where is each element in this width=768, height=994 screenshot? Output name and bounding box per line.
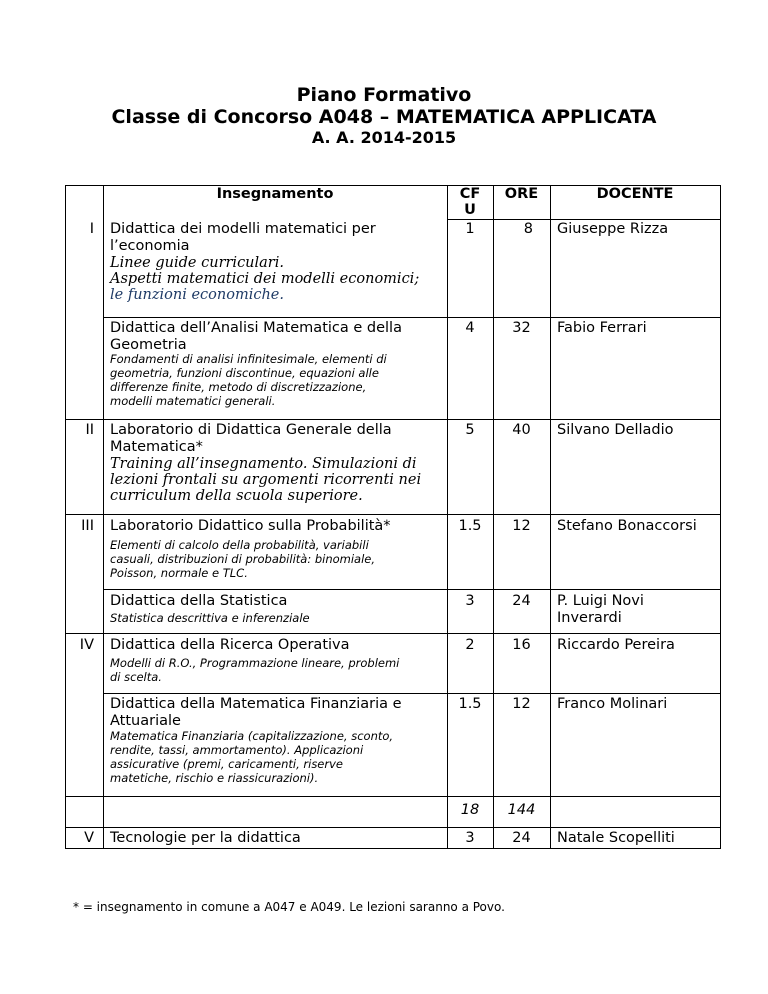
cfu-value: 3 xyxy=(465,830,475,846)
group-label: IV xyxy=(79,637,94,653)
footnote: * = insegnamento in comune a A047 e A049. Le lezioni saranno a Povo. xyxy=(73,900,505,914)
column-header-ore: ORE xyxy=(504,186,539,202)
docente-name: Giuseppe Rizza xyxy=(557,221,669,237)
total-cfu: 18 xyxy=(460,802,480,818)
course-name: l’economia xyxy=(110,238,190,254)
column-header-cfu-wrap: U xyxy=(464,202,476,218)
cfu-value: 4 xyxy=(465,320,475,336)
course-name: Matematica* xyxy=(110,439,203,455)
course-detail: Aspetti matematici dei modelli economici; xyxy=(110,271,420,287)
course-detail: casuali, distribuzioni di probabilità: binomiale, xyxy=(110,552,376,566)
row-line xyxy=(65,419,721,420)
table-border-right xyxy=(720,185,721,849)
row-line xyxy=(65,633,721,634)
ore-value: 12 xyxy=(512,518,531,534)
ore-value: 40 xyxy=(512,422,531,438)
cfu-value: 3 xyxy=(465,593,475,609)
course-detail: di scelta. xyxy=(110,670,162,684)
header-underline xyxy=(447,219,721,220)
course-detail: matetiche, rischio e riassicurazioni). xyxy=(110,771,319,785)
group-label: III xyxy=(81,518,94,534)
course-name: Laboratorio di Didattica Generale della xyxy=(110,422,392,438)
ore-value: 32 xyxy=(512,320,531,336)
course-name: Didattica della Matematica Finanziaria e xyxy=(110,696,402,712)
ore-value: 24 xyxy=(512,593,531,609)
academic-year: A. A. 2014-2015 xyxy=(311,128,457,147)
total-ore: 144 xyxy=(507,802,536,818)
course-detail: modelli matematici generali. xyxy=(110,394,276,408)
row-line xyxy=(103,589,721,590)
course-detail: assicurative (premi, caricamenti, riserve xyxy=(110,757,343,771)
docente-name-wrap: Inverardi xyxy=(557,610,622,626)
docente-name: Riccardo Pereira xyxy=(557,637,675,653)
row-line xyxy=(65,796,721,797)
cfu-value: 1.5 xyxy=(458,518,482,534)
row-line xyxy=(65,514,721,515)
group-label: V xyxy=(84,830,94,846)
group-label: I xyxy=(89,221,94,237)
column-header-docente: DOCENTE xyxy=(596,186,674,202)
docente-name: Natale Scopelliti xyxy=(557,830,675,846)
course-detail: Poisson, normale e TLC. xyxy=(110,566,248,580)
docente-name: Franco Molinari xyxy=(557,696,668,712)
table-divider-course xyxy=(447,185,448,849)
table-border-left xyxy=(65,185,66,849)
course-detail: geometria, funzioni discontinue, equazioni alle xyxy=(110,366,379,380)
course-name: Didattica della Ricerca Operativa xyxy=(110,637,350,653)
course-detail: lezioni frontali su argomenti ricorrenti nei xyxy=(110,472,422,488)
docente-name: Fabio Ferrari xyxy=(557,320,647,336)
ore-value: 16 xyxy=(512,637,531,653)
course-detail: rendite, tassi, ammortamento). Applicazioni xyxy=(110,743,364,757)
course-detail: Modelli di R.O., Programmazione lineare, problemi xyxy=(110,656,400,670)
docente-name: P. Luigi Novi xyxy=(557,593,644,609)
course-detail: Elementi di calcolo della probabilità, variabili xyxy=(110,538,369,552)
table-divider-ore xyxy=(550,185,551,849)
row-line xyxy=(103,317,721,318)
course-name: Tecnologie per la didattica xyxy=(110,830,301,846)
row-line xyxy=(103,693,721,694)
course-detail: Matematica Finanziaria (capitalizzazione, sconto, xyxy=(110,729,394,743)
column-header-insegnamento: Insegnamento xyxy=(216,186,334,202)
ore-value: 8 xyxy=(523,221,533,237)
course-name: Geometria xyxy=(110,337,187,353)
table-divider-group xyxy=(103,185,104,849)
course-name: Attuariale xyxy=(110,713,181,729)
group-label: II xyxy=(85,422,94,438)
page-title: Piano Formativo xyxy=(296,84,472,106)
course-detail: Linee guide curriculari. xyxy=(110,255,284,271)
course-detail: le funzioni economiche. xyxy=(110,287,284,303)
ore-value: 24 xyxy=(512,830,531,846)
course-detail: Statistica descrittiva e inferenziale xyxy=(110,611,310,625)
cfu-value: 1 xyxy=(465,221,475,237)
row-line xyxy=(65,827,721,828)
page-subtitle: Classe di Concorso A048 – MATEMATICA APPLICATA xyxy=(111,106,657,128)
docente-name: Silvano Delladio xyxy=(557,422,674,438)
course-detail: Training all’insegnamento. Simulazioni di xyxy=(110,456,417,472)
course-detail: curriculum della scuola superiore. xyxy=(110,488,363,504)
docente-name: Stefano Bonaccorsi xyxy=(557,518,697,534)
course-detail: differenze finite, metodo di discretizzazione, xyxy=(110,380,367,394)
course-name: Didattica dei modelli matematici per xyxy=(110,221,376,237)
course-detail: Fondamenti di analisi infinitesimale, elementi di xyxy=(110,352,387,366)
column-header-cfu: CF xyxy=(459,186,481,202)
cfu-value: 1.5 xyxy=(458,696,482,712)
ore-value: 12 xyxy=(512,696,531,712)
course-name: Didattica della Statistica xyxy=(110,593,288,609)
table-divider-cfu xyxy=(493,185,494,849)
course-name: Laboratorio Didattico sulla Probabilità* xyxy=(110,518,391,534)
table-border-bottom xyxy=(65,848,721,849)
cfu-value: 5 xyxy=(465,422,475,438)
course-name: Didattica dell’Analisi Matematica e della xyxy=(110,320,402,336)
cfu-value: 2 xyxy=(465,637,475,653)
